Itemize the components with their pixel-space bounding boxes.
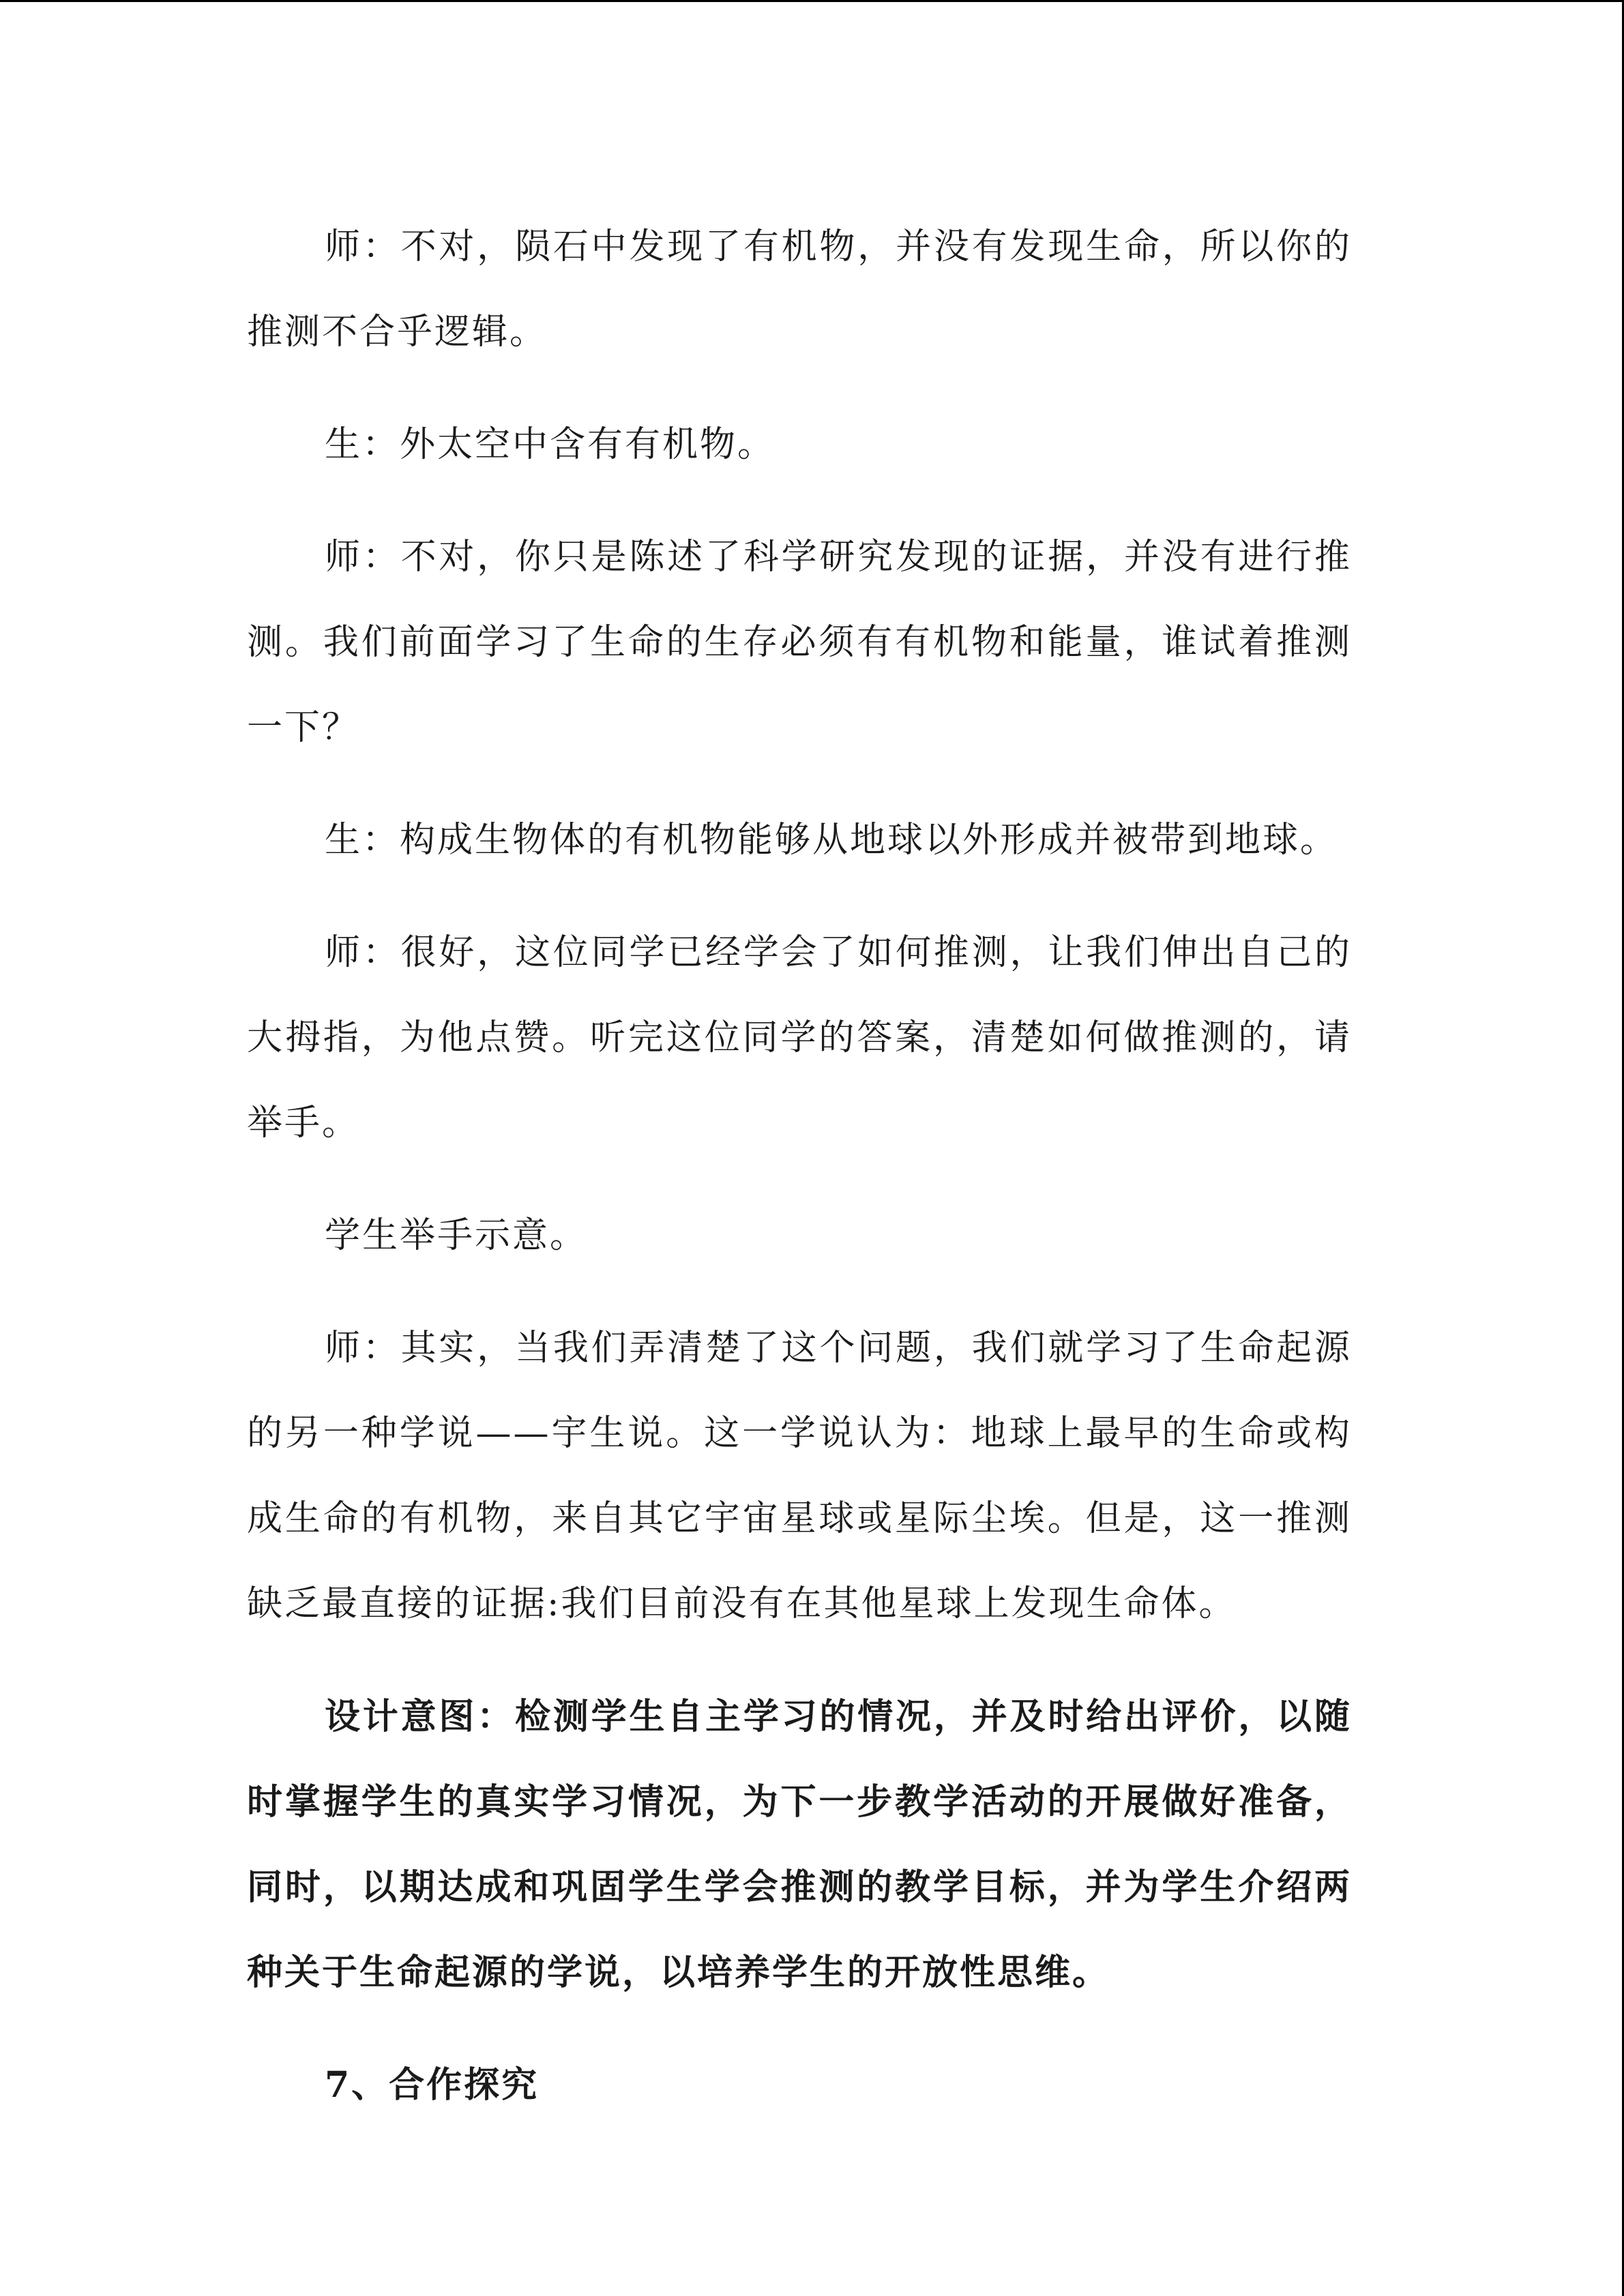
section-heading-cooperative-inquiry: 7、合作探究 <box>325 2064 540 2106</box>
paragraph-teacher-2: 师：不对，你只是陈述了科学研究发现的证据，并没有进行推测。我们前面学习了生命的生存必须有有机物和能量，谁试着推测一下？ <box>247 537 1352 748</box>
paragraph-teacher-4: 师：其实，当我们弄清楚了这个问题，我们就学习了生命起源的另一种学说——宇生说。这一学说认为：地球上最早的生命或构成生命的有机物，来自其它宇宙星球或星际尘埃。但是，这一推测缺乏最直接的证据:我们目前没有在其他星球上发现生命体。 <box>247 1328 1352 1624</box>
paragraph-students-action: 学生举手示意。 <box>325 1215 588 1256</box>
paragraph-teacher-1: 师：不对，陨石中发现了有机物，并没有发现生命，所以你的推测不合乎逻辑。 <box>247 226 1352 353</box>
paragraph-student-1: 生：外太空中含有有机物。 <box>325 424 776 465</box>
paragraph-design-intent: 设计意图：检测学生自主学习的情况，并及时给出评价，以随时掌握学生的真实学习情况，为下一步教学活动的开展做好准备，同时，以期达成和巩固学生学会推测的教学目标，并为学生介绍两种关于生命起源的学说，以培养学生的开放性思维。 <box>247 1696 1352 1993</box>
document-body <box>247 205 1352 2128</box>
page-top-border <box>0 0 1624 2</box>
paragraph-student-2: 生：构成生物体的有机物能够从地球以外形成并被带到地球。 <box>325 820 1338 861</box>
paragraph-teacher-3: 师：很好，这位同学已经学会了如何推测，让我们伸出自己的大拇指，为他点赞。听完这位同学的答案，清楚如何做推测的，请举手。 <box>247 932 1352 1144</box>
